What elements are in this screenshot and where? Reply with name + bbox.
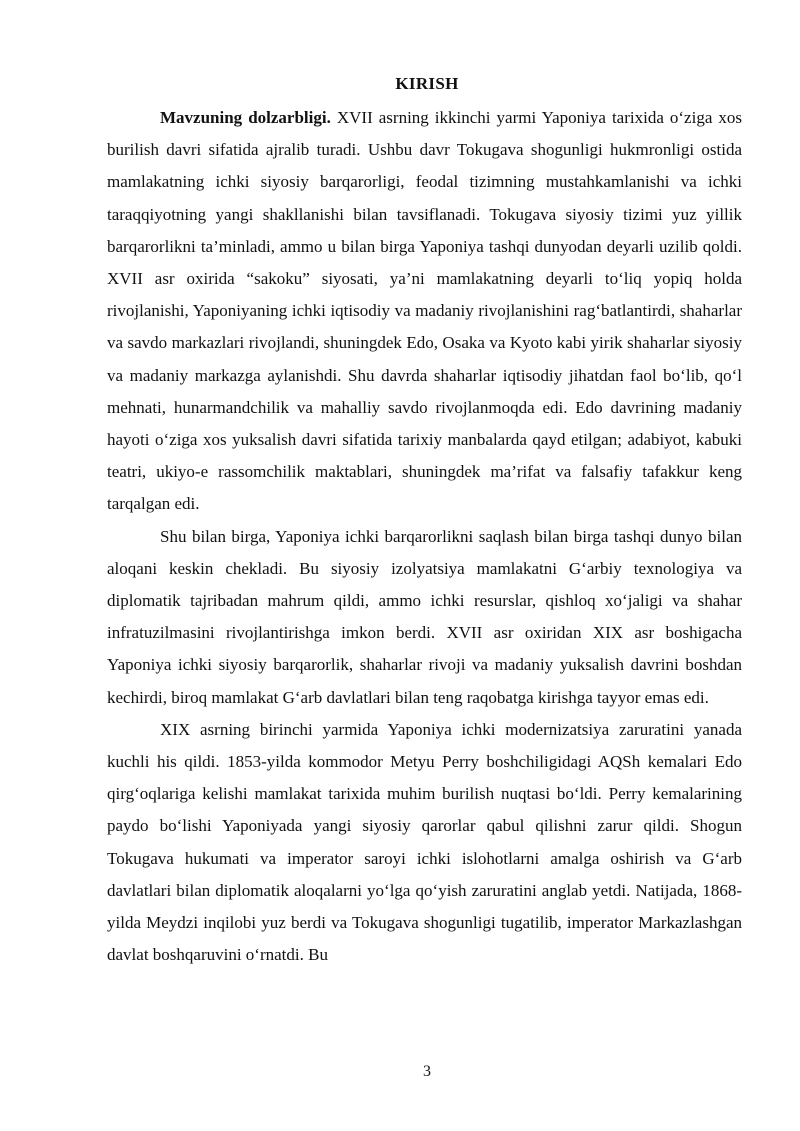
section-heading: KIRISH [395,74,459,93]
paragraph-modernization: XIX asrning birinchi yarmida Yaponiya ichki modernizatsiya zaruratini yanada kuchli his qildi. 1853-yilda kommodor Metyu Perry boshchiligidagi AQSh kemalari Edo qirg‘oqlariga kelishi mamlakat tarixida muhim burilish nuqtasi bo‘ldi. Perry kemalarining paydo bo‘lishi Yaponiyada yangi siyosiy qarorlar qabul qilishni zarur qildi. Shogun Tokugava hukumati va imperator saroyi ichki islohotlarni amalga oshirish va G‘arb davlatlari bilan diplomatik aloqalarni yo‘lga qo‘yish zaruratini anglab yetdi. Natijada, 1868-yilda Meydzi inqilobi yuz berdi va Tokugava shogunligi tugatilib, imperator Markazlashgan davlat boshqaruvini o‘rnatdi. Bu [107,719,742,965]
paragraph-isolation: Shu bilan birga, Yaponiya ichki barqarorlikni saqlash bilan birga tashqi dunyo bilan aloqani keskin chekladi. Bu siyosiy izolyatsiya mamlakatni G‘arbiy texnologiya va diplomatik tajribadan mahrum qildi, ammo ichki resurslar, qishloq xo‘jaligi va shahar infratuzilmasini rivojlantirishga imkon berdi. XVII asr oxiridan XIX asr boshigacha Yaponiya ichki siyosiy barqarorlik, shaharlar rivoji va madaniy yuksalish davrini boshdan kechirdi, biroq mamlakat G‘arb davlatlari bilan teng raqobatga kirishga tayyor emas edi. [107,526,742,707]
paragraph-text: XVII asrning ikkinchi yarmi Yaponiya tarixida o‘ziga xos burilish davri sifatida ajralib turadi. Ushbu davr Tokugava shogunligi hukmronligi ostida mamlakatning ichki siyosiy barqarorligi, feodal tizimning mustahkamlanishi va ichki taraqqiyotning yangi shakllanishi bilan tavsiflanadi. Tokugava siyosiy tizimi yuz yillik barqarorlikni ta’minladi, ammo u bilan birga Yaponiya tashqi dunyodan deyarli uzilib qoldi. XVII asr oxirida “sakoku” siyosati, ya’ni mamlakatning deyarli to‘liq yopiq holda rivojlanishi, Yaponiyaning ichki iqtisodiy va madaniy rivojlanishini rag‘batlantirdi, shaharlar va savdo markazlari rivojlandi, shuningdek Edo, Osaka va Kyoto kabi yirik shaharlar siyosiy va madaniy markazga aylanishdi. Shu davrda shaharlar iqtisodiy jihatdan faol bo‘lib, qo‘l mehnati, hunarmandchilik va mahalliy savdo rivojlanmoqda edi. Edo davrining madaniy hayoti o‘ziga xos yuksalish davri sifatida tarixiy manbalarda qayd etilgan; adabiyot, kabuki teatri, ukiyo-e rassomchilik maktablari, shuningdek ma’rifat va falsafiy tafakkur keng tarqalgan edi. [107,108,743,514]
paragraph-relevance [107,102,742,521]
body-text [107,102,742,971]
page-number: 3 [423,1063,431,1080]
paragraph-lead-bold: Mavzuning dolzarbligi. [160,108,331,127]
